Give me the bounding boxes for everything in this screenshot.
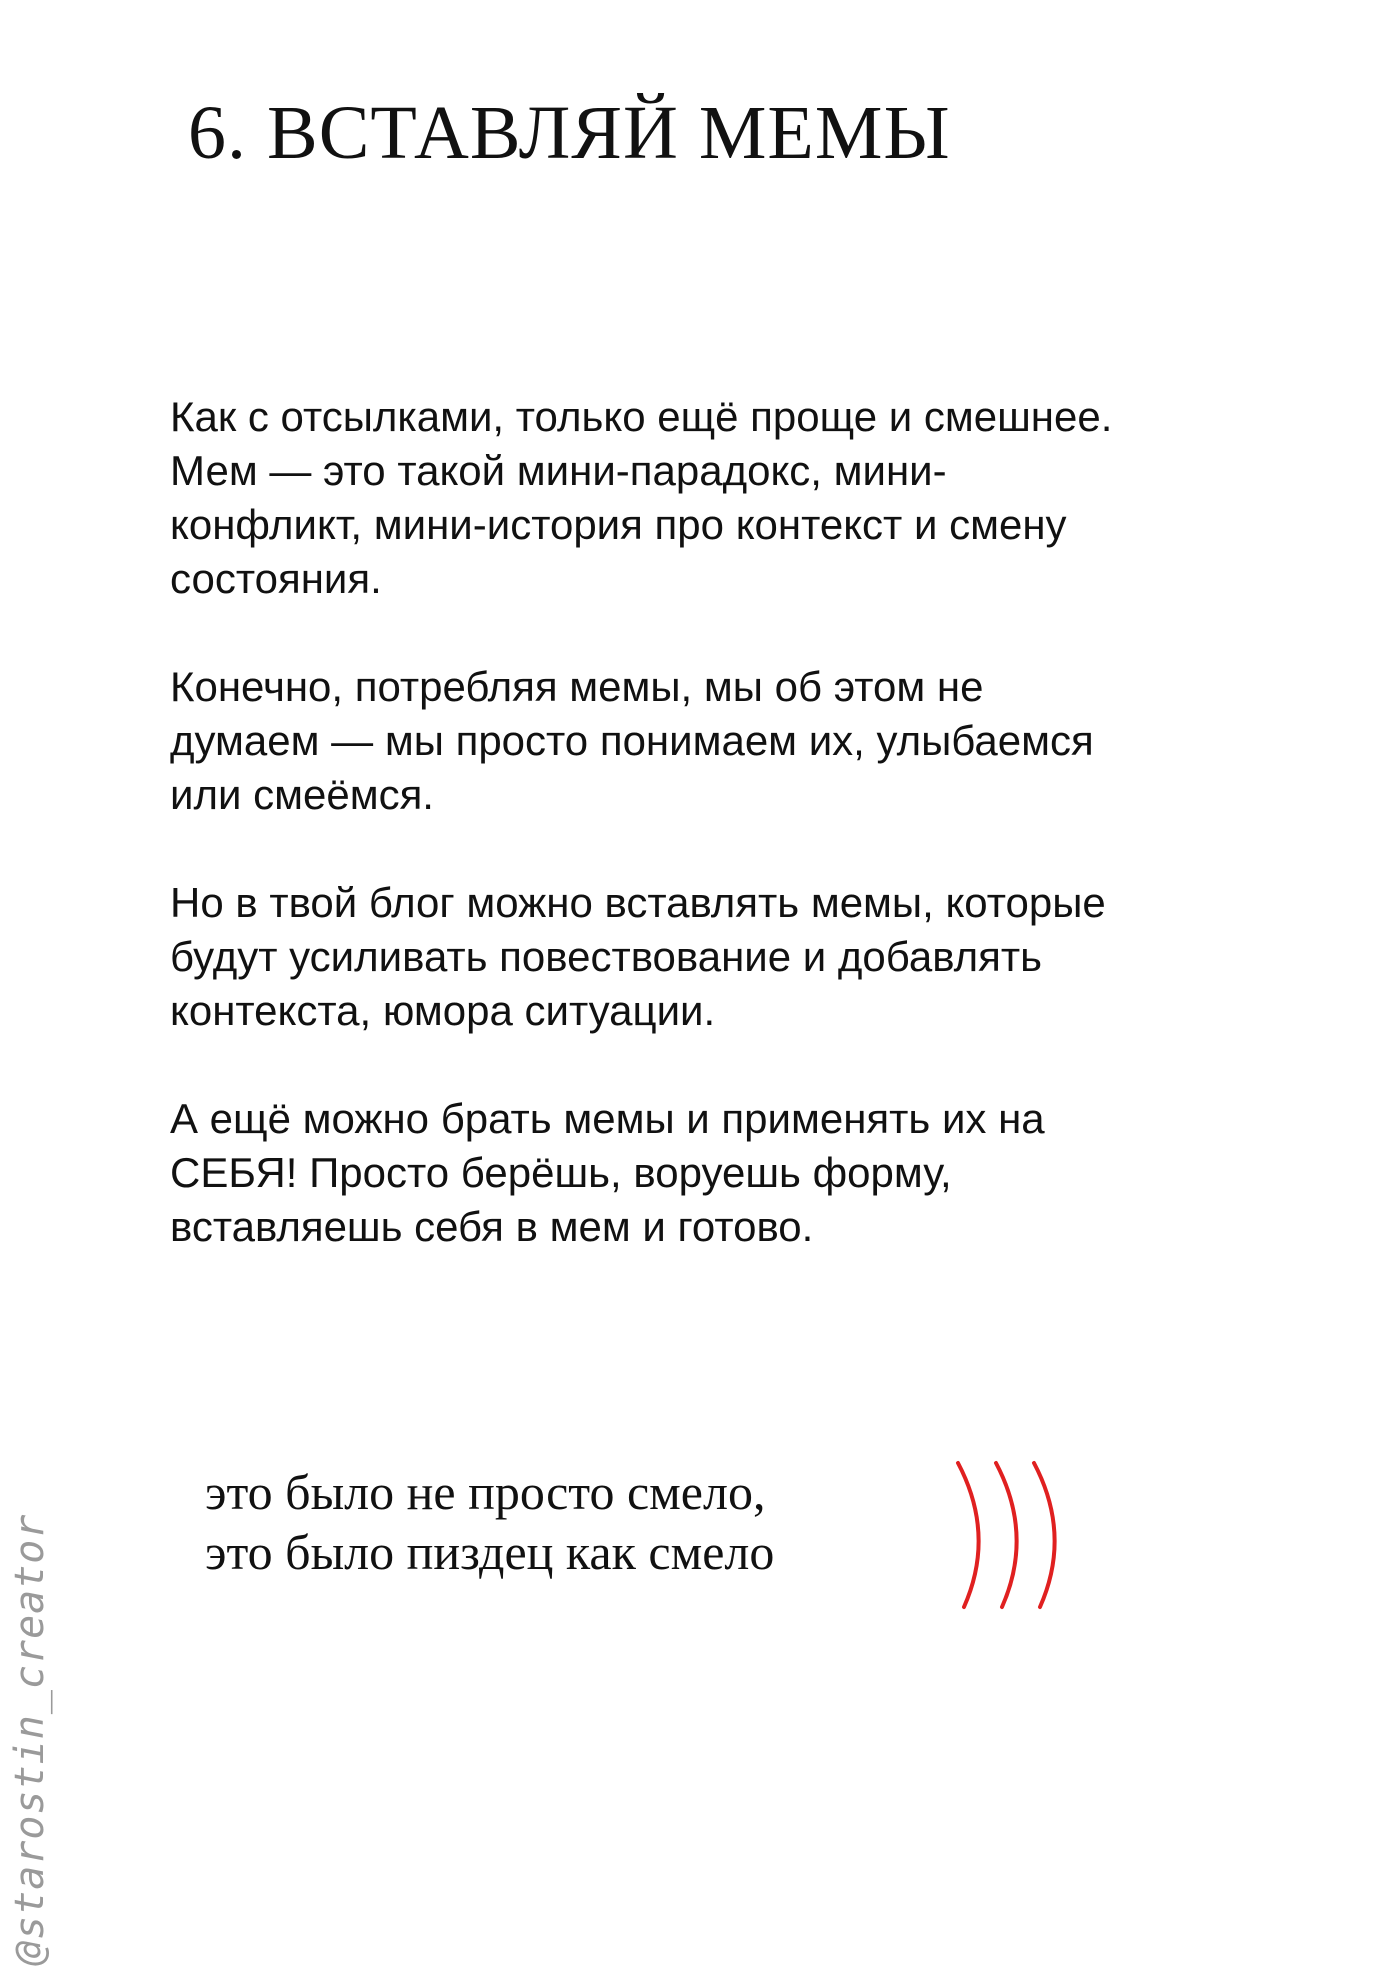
text-line: Мем — это такой мини-парадокс, мини- [170, 447, 947, 494]
bracket-1 [958, 1463, 979, 1607]
paragraph [170, 1092, 1250, 1254]
paragraph [170, 660, 1250, 822]
bracket-2 [996, 1463, 1017, 1607]
closing-brackets-icon [948, 1455, 1078, 1615]
text-line: Как с отсылками, только ещё проще и смешнее. [170, 393, 1113, 440]
page-title: 6. ВСТАВЛЯЙ МЕМЫ [188, 91, 951, 175]
meme-quote [205, 1462, 774, 1582]
text-line: А ещё можно брать мемы и применять их на [170, 1095, 1045, 1142]
text-line: будут усиливать повествование и добавлять [170, 933, 1042, 980]
text-line: конфликт, мини-история про контекст и смену [170, 501, 1067, 548]
text-line: или смеёмся. [170, 771, 434, 818]
text-line: СЕБЯ! Просто берёшь, воруешь форму, [170, 1149, 952, 1196]
author-watermark: @starostin_creator [7, 1513, 53, 1965]
text-line: вставляешь себя в мем и готово. [170, 1203, 814, 1250]
paragraph [170, 390, 1250, 606]
quote-line: это было пиздец как смело [205, 1524, 775, 1580]
text-line: думаем — мы просто понимаем их, улыбаемся [170, 717, 1094, 764]
paragraph [170, 876, 1250, 1038]
quote-line: это было не просто смело, [205, 1464, 766, 1520]
bracket-3 [1034, 1463, 1055, 1607]
body-text [170, 390, 1250, 1308]
text-line: контекста, юмора ситуации. [170, 987, 716, 1034]
text-line: состояния. [170, 555, 382, 602]
text-line: Конечно, потребляя мемы, мы об этом не [170, 663, 984, 710]
text-line: Но в твой блог можно вставлять мемы, которые [170, 879, 1106, 926]
